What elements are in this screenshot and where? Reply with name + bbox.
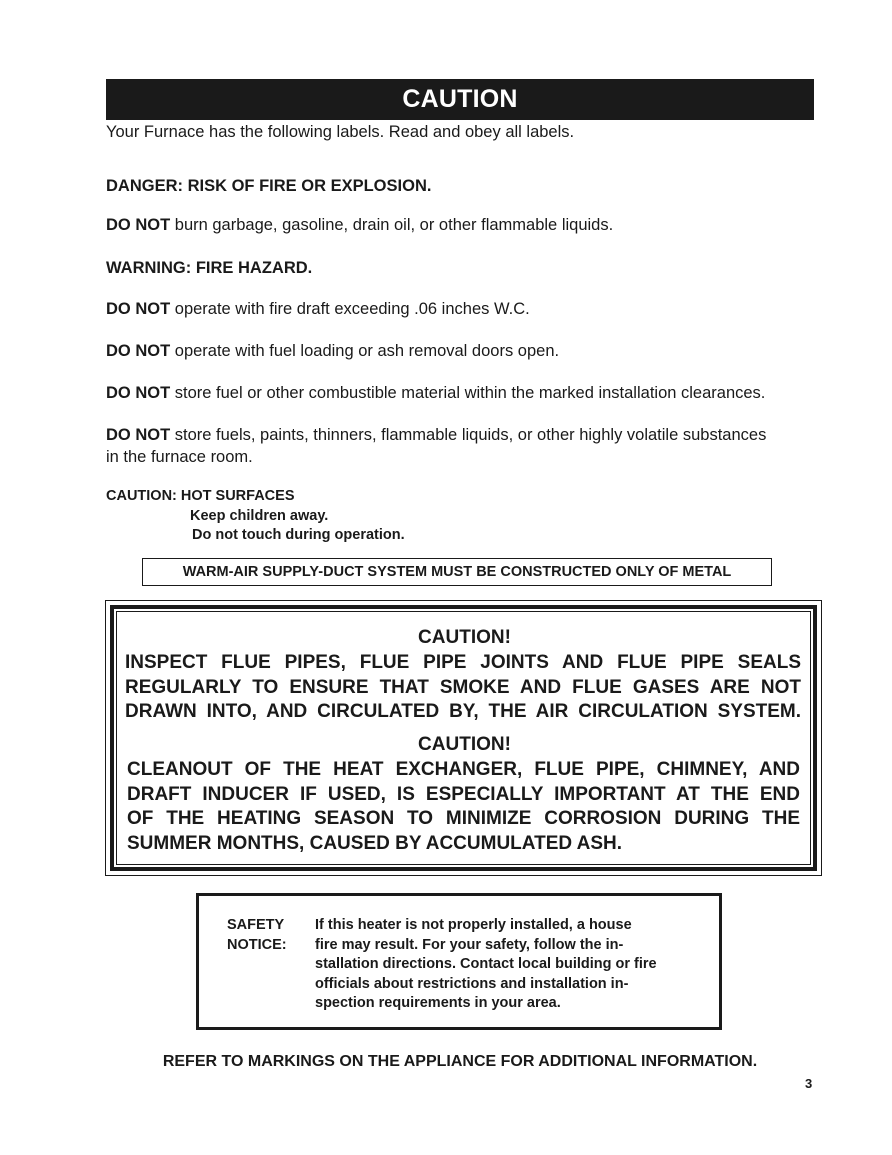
caution-line: INSPECT FLUE PIPES, FLUE PIPE JOINTS AND FLUE PIPE SEALS (125, 652, 801, 673)
rule-text: operate with fire draft exceeding .06 inches W.C. (174, 300, 530, 318)
caution-text-flue (125, 651, 801, 725)
hot-surfaces-line: Keep children away. (190, 507, 329, 524)
hot-surfaces-title: CAUTION: HOT SURFACES (106, 488, 295, 504)
safety-line: fire may result. For your safety, follow the in- (315, 936, 624, 953)
caution-title: CAUTION! (418, 734, 511, 755)
caution-line: REGULARLY TO ENSURE THAT SMOKE AND FLUE GASES ARE NOT (125, 676, 801, 698)
safety-notice-box (196, 893, 722, 1030)
caution-line: DRAFT INDUCER IF USED, IS ESPECIALLY IMPORTANT AT THE END (127, 783, 800, 805)
safety-notice-label (227, 916, 287, 955)
rule-garbage (106, 214, 816, 236)
safety-label-line: SAFETY (227, 917, 285, 933)
safety-label-line: NOTICE: (227, 936, 287, 953)
warning-heading: WARNING: FIRE HAZARD. (106, 259, 313, 277)
rule-text-continued: in the furnace room. (106, 448, 253, 466)
refer-markings-text: REFER TO MARKINGS ON THE APPLIANCE FOR ADDITIONAL INFORMATION. (162, 1053, 758, 1070)
warm-air-notice: WARM-AIR SUPPLY-DUCT SYSTEM MUST BE CONSTRUCTED ONLY OF METAL (142, 558, 772, 586)
safety-notice-text (315, 916, 705, 1014)
safety-line: spection requirements in your area. (315, 995, 561, 1011)
intro-text: Your Furnace has the following labels. Read and obey all labels. (106, 123, 575, 141)
page-number: 3 (805, 1076, 813, 1091)
caution-line: DRAWN INTO, AND CIRCULATED BY, THE AIR CIRCULATION SYSTEM. (125, 701, 801, 722)
safety-line: If this heater is not properly installed, a house (315, 917, 632, 933)
caution-line: SUMMER MONTHS, CAUSED BY ACCUMULATED ASH. (127, 832, 623, 854)
safety-line: officials about restrictions and installation in- (315, 975, 629, 992)
do-not-label: DO NOT (106, 300, 171, 318)
do-not-label: DO NOT (106, 216, 171, 234)
rule-volatile (106, 424, 816, 468)
do-not-label: DO NOT (106, 384, 171, 402)
hot-surfaces-line: Do not touch during operation. (192, 527, 405, 543)
rule-doors (106, 340, 816, 362)
rule-text: store fuels, paints, thinners, flammable liquids, or other highly volatile substances (174, 426, 767, 444)
caution-title: CAUTION! (418, 627, 511, 648)
rule-text: operate with fuel loading or ash removal doors open. (174, 342, 560, 360)
rule-draft (106, 298, 816, 320)
rule-text: store fuel or other combustible material within the marked installation clearances. (174, 384, 766, 402)
rule-clearances (106, 382, 816, 404)
rule-text: burn garbage, gasoline, drain oil, or other flammable liquids. (174, 216, 614, 234)
caution-line: OF THE HEATING SEASON TO MINIMIZE CORROSION DURING THE (127, 808, 800, 829)
caution-box (105, 600, 822, 876)
caution-text-cleanout (127, 758, 800, 856)
do-not-label: DO NOT (106, 426, 171, 444)
safety-line: stallation directions. Contact local building or fire (315, 956, 657, 972)
do-not-label: DO NOT (106, 342, 171, 360)
caution-banner: CAUTION (106, 79, 814, 120)
danger-heading: DANGER: RISK OF FIRE OR EXPLOSION. (106, 177, 432, 195)
caution-line: CLEANOUT OF THE HEAT EXCHANGER, FLUE PIPE, CHIMNEY, AND (127, 759, 800, 780)
hot-surfaces-notice (106, 487, 405, 546)
